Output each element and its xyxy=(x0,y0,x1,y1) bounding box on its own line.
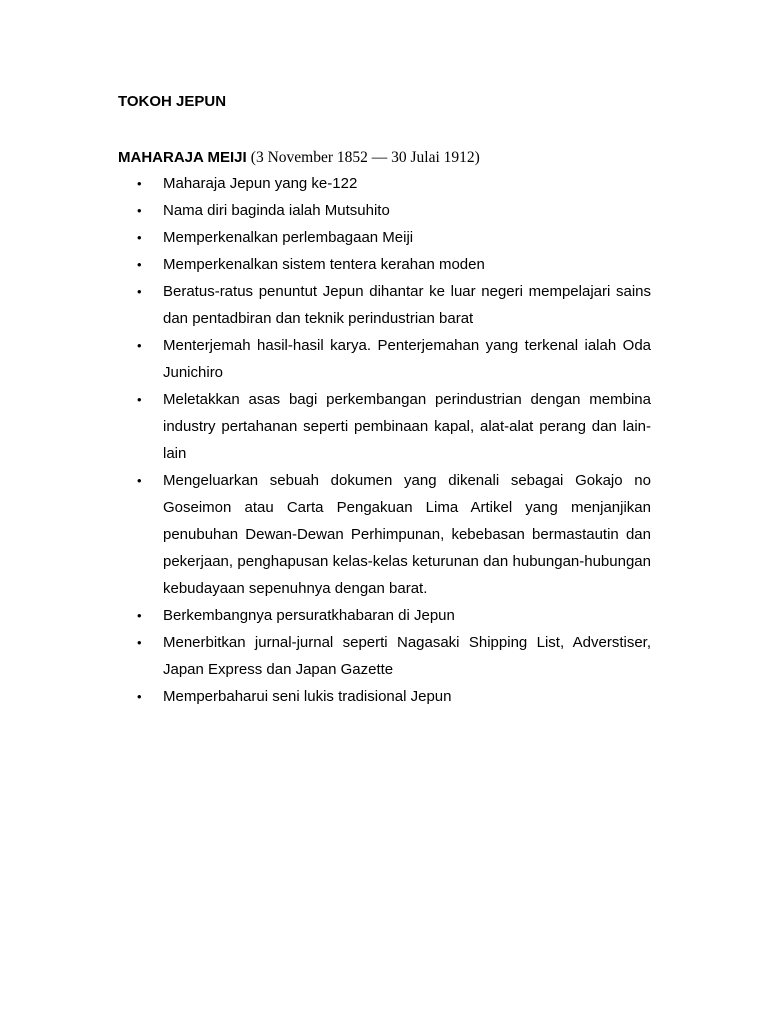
list-item xyxy=(118,197,651,224)
bullet-icon: • xyxy=(137,284,142,299)
bullet-icon: • xyxy=(137,203,142,218)
person-dates: (3 November 1852 — 30 Julai 1912) xyxy=(250,149,480,166)
document-page xyxy=(118,90,651,710)
list-item-text: Memperkenalkan perlembagaan Meiji xyxy=(163,229,414,246)
document-title: TOKOH JEPUN xyxy=(118,93,227,110)
list-item xyxy=(118,170,651,197)
list-item-text: Memperbaharui seni lukis tradisional Jepun xyxy=(163,688,452,705)
bullet-icon: • xyxy=(137,230,142,245)
list-item xyxy=(118,602,651,629)
list-item-text: Berkembangnya persuratkhabaran di Jepun xyxy=(163,607,455,624)
bullet-icon: • xyxy=(137,176,142,191)
bullet-icon: • xyxy=(137,608,142,623)
list-item xyxy=(118,251,651,278)
bullet-icon: • xyxy=(137,473,142,488)
list-item-text: Mengeluarkan sebuah dokumen yang dikenali sebagai Gokajo no Goseimon atau Carta Pengakuan Lima Artikel yang menjanjikan penubuhan Dewan-Dewan Perhimpunan, kebebasan bermastautin dan pekerjaan, penghapusan kelas-kelas keturunan dan hubungan-hubungan kebudayaan sepenuhnya dengan barat. xyxy=(163,472,651,597)
list-item xyxy=(118,683,651,710)
list-item-text: Maharaja Jepun yang ke-122 xyxy=(163,175,358,192)
list-item-text: Memperkenalkan sistem tentera kerahan moden xyxy=(163,256,485,273)
bullet-icon: • xyxy=(137,689,142,704)
list-item xyxy=(118,629,651,683)
list-item-text: Nama diri baginda ialah Mutsuhito xyxy=(163,202,390,219)
list-item-text: Menterjemah hasil-hasil karya. Penterjemahan yang terkenal ialah Oda Junichiro xyxy=(163,337,651,381)
list-item-text: Meletakkan asas bagi perkembangan perindustrian dengan membina industry pertahanan seperti pembinaan kapal, alat-alat perang dan lain-lain xyxy=(163,391,651,462)
bullet-icon: • xyxy=(137,257,142,272)
section-heading xyxy=(118,146,651,170)
list-item xyxy=(118,224,651,251)
list-item xyxy=(118,386,651,467)
list-item xyxy=(118,278,651,332)
list-item-text: Beratus-ratus penuntut Jepun dihantar ke luar negeri mempelajari sains dan pentadbiran dan teknik perindustrian barat xyxy=(163,283,651,327)
list-item xyxy=(118,467,651,602)
person-name: MAHARAJA MEIJI xyxy=(118,149,247,166)
list-item xyxy=(118,332,651,386)
bullet-icon: • xyxy=(137,338,142,353)
bullet-list xyxy=(118,170,651,710)
bullet-icon: • xyxy=(137,392,142,407)
list-item-text: Menerbitkan jurnal-jurnal seperti Nagasaki Shipping List, Adverstiser, Japan Express dan Japan Gazette xyxy=(163,634,651,678)
bullet-icon: • xyxy=(137,635,142,650)
